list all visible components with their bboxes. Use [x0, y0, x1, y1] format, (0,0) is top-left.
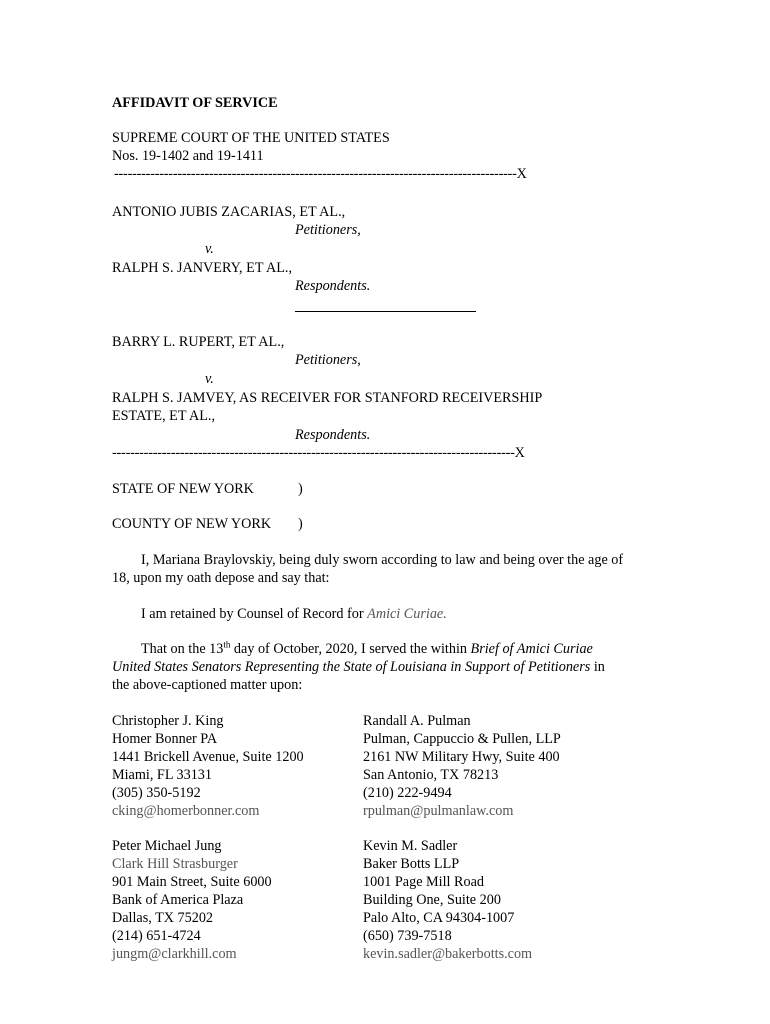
case1-petitioner-role: Petitioners,: [295, 222, 361, 238]
case2-petitioner: BARRY L. RUPERT, ET AL.,: [112, 334, 285, 350]
recipient-phone: (650) 739-7518: [363, 928, 452, 944]
retained-text: I am retained by Counsel of Record for: [141, 606, 368, 622]
recipient-name: Kevin M. Sadler: [363, 838, 458, 854]
brief-title-part1: Brief of Amici Curiae: [470, 641, 593, 657]
retained-italic: Amici Curiae.: [367, 606, 447, 622]
recipient-email: rpulman@pulmanlaw.com: [363, 803, 514, 819]
service-mid-text: day of October, 2020, I served the within: [230, 641, 471, 657]
service-date-lead: That on the 13: [141, 641, 224, 657]
recipient-email: jungm@clarkhill.com: [112, 946, 237, 962]
recipient-firm: Homer Bonner PA: [112, 731, 218, 747]
caption-divider-bottom: -----------------------------------------------------------------------------------------X: [112, 445, 525, 461]
recipient-firm: Pulman, Cappuccio & Pullen, LLP: [363, 731, 561, 747]
venue-county: COUNTY OF NEW YORK: [112, 516, 272, 532]
recipient-address: 1001 Page Mill Road: [363, 874, 484, 890]
recipient-address2: Building One, Suite 200: [363, 892, 501, 908]
venue-state: STATE OF NEW YORK: [112, 481, 254, 497]
oath-paragraph-line2: 18, upon my oath depose and say that:: [112, 570, 330, 586]
recipient-name: Peter Michael Jung: [112, 838, 222, 854]
service-date-ordinal: th: [223, 639, 231, 650]
recipient-name: Christopher J. King: [112, 713, 224, 729]
brief-title-part2: United States Senators Representing the State of Louisiana in Support of Petitioners: [112, 659, 591, 675]
venue-county-paren: ): [298, 516, 303, 532]
recipient-phone: (210) 222-9494: [363, 785, 452, 801]
recipient-address: 1441 Brickell Avenue, Suite 1200: [112, 749, 304, 765]
oath-paragraph-line1: I, Mariana Braylovskiy, being duly sworn according to law and being over the age of: [141, 552, 624, 568]
recipient-firm: Clark Hill Strasburger: [112, 856, 238, 872]
case2-respondent-line1: RALPH S. JAMVEY, AS RECEIVER FOR STANFORD RECEIVERSHIP: [112, 390, 543, 406]
service-line2-tail: in: [590, 659, 605, 675]
case-separator-rule: [295, 311, 476, 312]
recipient-phone: (214) 651-4724: [112, 928, 201, 944]
recipient-phone: (305) 350-5192: [112, 785, 201, 801]
case1-respondent-role: Respondents.: [295, 278, 371, 294]
recipient-city: Palo Alto, CA 94304-1007: [363, 910, 515, 926]
recipient-address: 901 Main Street, Suite 6000: [112, 874, 272, 890]
case2-respondent-role: Respondents.: [295, 427, 371, 443]
recipient-city: Miami, FL 33131: [112, 767, 212, 783]
affidavit-heading: AFFIDAVIT OF SERVICE: [112, 95, 278, 111]
case1-petitioner: ANTONIO JUBIS ZACARIAS, ET AL.,: [112, 204, 346, 220]
case2-versus: v.: [205, 371, 214, 387]
recipient-address2: Bank of America Plaza: [112, 892, 244, 908]
case2-petitioner-role: Petitioners,: [295, 352, 361, 368]
service-paragraph-line3: the above-captioned matter upon:: [112, 677, 303, 693]
case2-respondent-line2: ESTATE, ET AL.,: [112, 408, 216, 424]
recipient-address: 2161 NW Military Hwy, Suite 400: [363, 749, 560, 765]
service-paragraph-line1: [141, 640, 593, 658]
service-paragraph-line2: [112, 658, 605, 676]
recipient-city: Dallas, TX 75202: [112, 910, 214, 926]
recipient-name: Randall A. Pulman: [363, 713, 471, 729]
case1-respondent: RALPH S. JANVERY, ET AL.,: [112, 260, 293, 276]
retained-paragraph: [141, 605, 447, 623]
court-name: SUPREME COURT OF THE UNITED STATES: [112, 130, 390, 146]
recipient-city: San Antonio, TX 78213: [363, 767, 499, 783]
caption-divider-top: -----------------------------------------------------------------------------------------X: [114, 166, 527, 182]
recipient-email: kevin.sadler@bakerbotts.com: [363, 946, 533, 962]
venue-state-paren: ): [298, 481, 303, 497]
docket-numbers: Nos. 19-1402 and 19-1411: [112, 148, 264, 164]
case1-versus: v.: [205, 241, 214, 257]
recipient-email: cking@homerbonner.com: [112, 803, 260, 819]
recipient-firm: Baker Botts LLP: [363, 856, 460, 872]
